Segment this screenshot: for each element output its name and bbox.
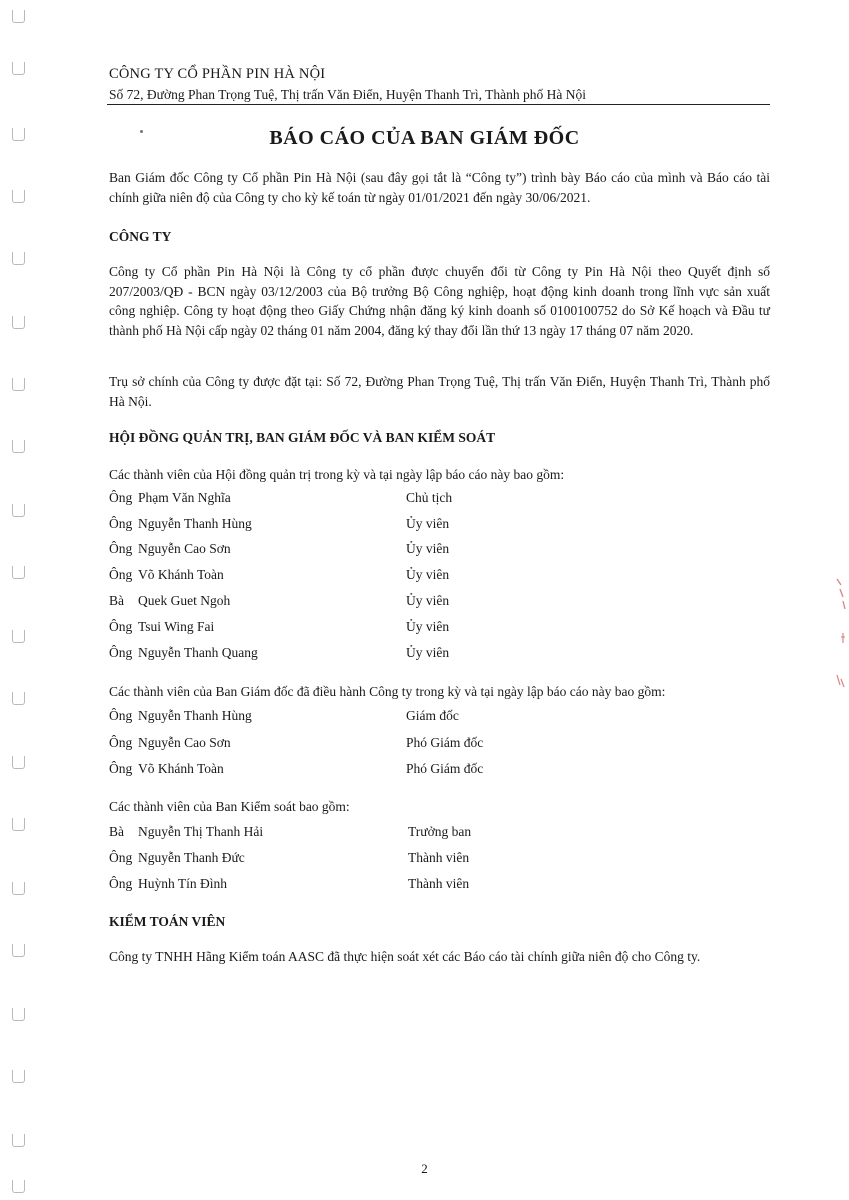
board-member-row <box>109 567 709 587</box>
member-name: Nguyễn Thanh Đức <box>138 850 245 865</box>
company-paragraph: Công ty Cổ phần Pin Hà Nội là Công ty cổ phần được chuyển đổi từ Công ty Pin Hà Nội theo Quyết định số 207/2003/QĐ - BCN ngày 03/12/2003 của Bộ trưởng Bộ Công nghiệp, hoạt động kinh doanh trong lĩnh vực sản xuất công nghiệp. Công ty hoạt động theo Giấy Chứng nhận đăng ký kinh doanh số 0100100752 do Sở Kế hoạch và Đầu tư thành phố Hà Nội cấp ngày 02 tháng 01 năm 2004, đăng ký thay đổi lần thứ 13 ngày 17 tháng 07 năm 2020. <box>109 264 770 338</box>
honorific: Ông <box>109 619 133 634</box>
heading-company: CÔNG TY <box>109 229 172 244</box>
member-role: Ủy viên <box>406 567 450 582</box>
heading-auditor: KIỂM TOÁN VIÊN <box>109 914 226 929</box>
member-role: Ủy viên <box>406 619 450 634</box>
member-name: Nguyễn Cao Sơn <box>138 735 231 750</box>
binder-holes <box>12 0 26 1200</box>
page-number: 2 <box>421 1161 428 1176</box>
company-address-header: Số 72, Đường Phan Trọng Tuệ, Thị trấn Văn Điển, Huyện Thanh Trì, Thành phố Hà Nội <box>109 87 586 102</box>
member-role: Ủy viên <box>406 593 450 608</box>
honorific: Ông <box>109 567 133 582</box>
board-member-row <box>109 593 709 613</box>
member-name: Huỳnh Tín Đình <box>138 876 228 891</box>
header-divider <box>107 104 770 105</box>
member-role: Ủy viên <box>406 645 450 660</box>
member-name: Nguyễn Thị Thanh Hải <box>138 824 264 839</box>
margin-stamp-marks <box>815 575 849 695</box>
report-title: BÁO CÁO CỦA BAN GIÁM ĐỐC <box>269 127 580 149</box>
member-name: Nguyễn Thanh Hùng <box>138 708 252 723</box>
member-role: Giám đốc <box>406 708 459 723</box>
director-row <box>109 708 709 728</box>
board-intro: Các thành viên của Hội đồng quản trị trong kỳ và tại ngày lập báo cáo này bao gồm: <box>109 467 565 482</box>
control-member-row <box>109 850 709 870</box>
board-member-row <box>109 619 709 639</box>
honorific: Bà <box>109 593 124 608</box>
auditor-paragraph: Công ty TNHH Hãng Kiểm toán AASC đã thực hiện soát xét các Báo cáo tài chính giữa niên độ cho Công ty. <box>109 949 701 964</box>
member-name: Quek Guet Ngoh <box>138 593 231 608</box>
heading-board: HỘI ĐỒNG QUẢN TRỊ, BAN GIÁM ĐỐC VÀ BAN KIỂM SOÁT <box>109 430 496 445</box>
control-member-row <box>109 824 709 844</box>
member-role: Thành viên <box>408 876 470 891</box>
director-row <box>109 761 709 781</box>
intro-paragraph: Ban Giám đốc Công ty Cổ phần Pin Hà Nội (sau đây gọi tắt là “Công ty”) trình bày Báo cáo của mình và Báo cáo tài chính giữa niên độ của Công ty cho kỳ kế toán từ ngày 01/01/2021 đến ngày 30/06/2021. <box>109 170 770 205</box>
member-role: Ủy viên <box>406 516 450 531</box>
honorific: Ông <box>109 645 133 660</box>
director-row <box>109 735 709 755</box>
member-name: Võ Khánh Toàn <box>138 567 224 582</box>
member-role: Phó Giám đốc <box>406 761 484 776</box>
board-member-row <box>109 490 709 510</box>
member-name: Nguyễn Thanh Hùng <box>138 516 252 531</box>
honorific: Bà <box>109 824 124 839</box>
honorific: Ông <box>109 876 133 891</box>
honorific: Ông <box>109 850 133 865</box>
honorific: Ông <box>109 516 133 531</box>
member-name: Nguyễn Cao Sơn <box>138 541 231 556</box>
board-member-row <box>109 516 709 536</box>
board-member-row <box>109 645 709 665</box>
member-name: Phạm Văn Nghĩa <box>138 490 231 505</box>
member-role: Phó Giám đốc <box>406 735 484 750</box>
honorific: Ông <box>109 541 133 556</box>
board-member-row <box>109 541 709 561</box>
honorific: Ông <box>109 708 133 723</box>
honorific: Ông <box>109 735 133 750</box>
headquarters-paragraph: Trụ sở chính của Công ty được đặt tại: Số 72, Đường Phan Trọng Tuệ, Thị trấn Văn Điển, Huyện Thanh Trì, Thành phố Hà Nội. <box>109 374 770 409</box>
member-name: Nguyễn Thanh Quang <box>138 645 258 660</box>
company-name-header: CÔNG TY CỔ PHẦN PIN HÀ NỘI <box>109 66 326 82</box>
control-intro: Các thành viên của Ban Kiểm soát bao gồm: <box>109 799 350 814</box>
member-name: Võ Khánh Toàn <box>138 761 224 776</box>
member-role: Trưởng ban <box>408 824 472 839</box>
honorific: Ông <box>109 490 133 505</box>
member-name: Tsui Wing Fai <box>138 619 215 634</box>
directors-intro: Các thành viên của Ban Giám đốc đã điều hành Công ty trong kỳ và tại ngày lập báo cáo này bao gồm: <box>109 684 666 699</box>
member-role: Thành viên <box>408 850 470 865</box>
honorific: Ông <box>109 761 133 776</box>
member-role: Ủy viên <box>406 541 450 556</box>
control-member-row <box>109 876 709 896</box>
member-role: Chủ tịch <box>406 490 453 505</box>
